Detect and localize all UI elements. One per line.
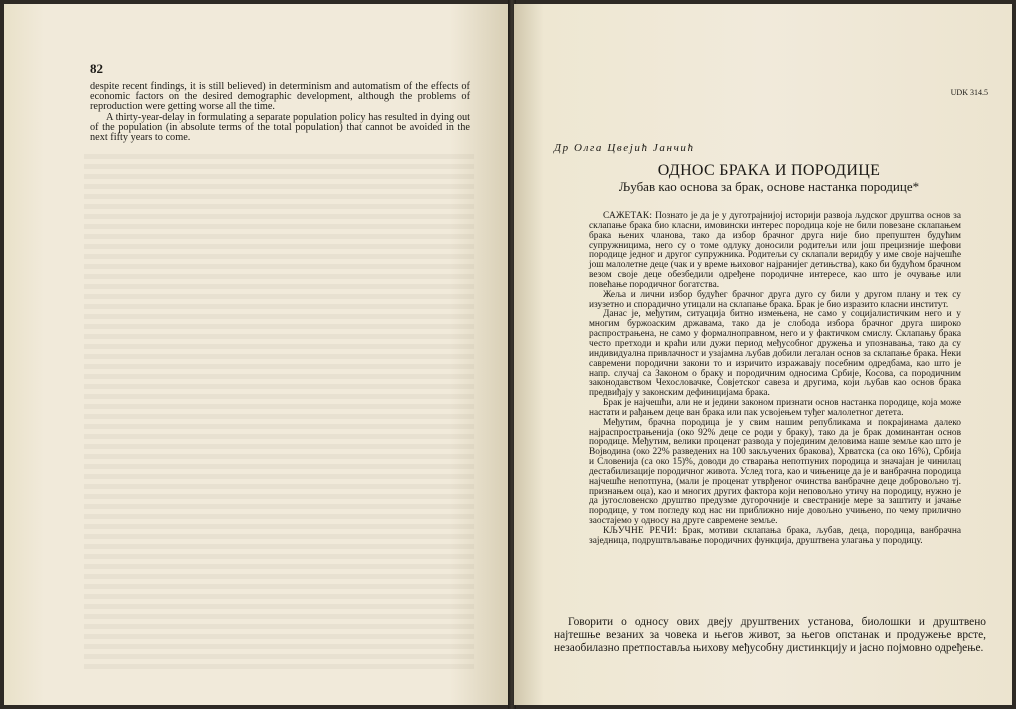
abstract-paragraph: Међутим, брачна породица је у свим нашим републикама и покрајинама далеко најраспрострањенија (око 92% деце се роди у браку), тако да је брак доминантан основ породице. Међутим, велики проценат развода у појединим деловима наше земље као што је Војводина (око 22% разведених на 100 закључених бракова), Хрватска (са око 16%), Србија и Словенија (са око 15)%, доводи до стварања непотпуних породица и значајан је чинилац дестабилизације породичног живота. Услед тога, као и чињенице да је и ванбрачна породица најчешће непотпуна, (мали је проценат утврђеног очинства ванбрачне деце добровољно тј. признањем оца), као и многих других фактора који неповољно утичу на породицу, нужно је да југословенско друштво предузме дугорочније и свестраније мере за заштиту и јачање породице, у том погледу код нас ни приближно није довољно учињено, по чему прилично заостајемо у односу на друге савремене земље. bbox=[589, 417, 961, 527]
keywords-text: Брак, мотиви склапања брака, љубав, деца, породица, ванбрачна заједница, подруштвљавање породичних функција, друштвена улагања у породицу. bbox=[589, 526, 962, 546]
abstract bbox=[589, 212, 961, 547]
abstract-paragraph: Данас је, међутим, ситуација битно измењена, не само у социјалистичким него и у многим буржоаским државама, тако да је слобода избора брачног друга широко распрострањена, не само у формалноправном, него и у фактичком смислу. Склапању брака често претходи и краћи или дужи период међусобног дружења и упознавања, тако да су индивидуална привлачност и узајамна љубав добили легалан основ за склапање брака. Неки савремени породични закони то и изричито изражавају посебним одредбама, као што је напр. случај са Законом о браку и породичним односима Србије, Косова, са породичним законодавством Чехословачке, Совјетског савеза и другима, који љубав као основ брака предвиђају у законским дефиницијама брака. bbox=[589, 309, 961, 399]
left-page-text bbox=[90, 82, 470, 143]
left-paragraph: despite recent findings, it is still believed) in determinism and automatism of the effects of economic factors on the desired demographic development, although the problems of reproduction were getting worse all the time. bbox=[90, 81, 470, 113]
left-paragraph: A thirty-year-delay in formulating a separate population policy has resulted in dying out of the population (in absolute terms of the total population) that cannot be avoided in the next fifty years to come. bbox=[90, 111, 470, 144]
author: Др Олга Цвејић Јанчић bbox=[554, 142, 695, 154]
left-page bbox=[4, 4, 510, 705]
body-text bbox=[554, 616, 986, 655]
article-subtitle: Љубав као основа за брак, основе настанка породице* bbox=[618, 179, 920, 194]
abstract-paragraph bbox=[589, 212, 961, 291]
article-title: ОДНОС БРАКА И ПОРОДИЦЕ bbox=[657, 162, 881, 179]
right-page bbox=[514, 4, 1012, 705]
keywords-label: КЉУЧНЕ РЕЧИ: bbox=[603, 526, 677, 536]
body-paragraph: Говорити о односу ових двеју друштвених установа, биолошки и друштвено најтешње везаних за човека и његов живот, за његов опстанак и продужење врсте, незаобилазно претпоставља њихову међусобну дистинкцију и јасно појмовно одређење. bbox=[554, 616, 986, 654]
abstract-label: САЖЕТАК: bbox=[603, 211, 653, 221]
abstract-paragraph: Брак је најчешћи, али не и једини законом признати основ настанка породице, која може настати и рађањем деце ван брака или пак усвојењем туђег малолетног детета. bbox=[589, 398, 961, 418]
page-number: 82 bbox=[90, 61, 103, 76]
abstract-paragraph: Жеља и лични избор будућег брачног друга дуго су били у другом плану и тек су изузетно и спорадично утицали на склапање брака. Брак је био изразито класни институт. bbox=[589, 289, 961, 310]
abstract-text: Познато је да је у дуготрајнијој историји развоја људског друштва основ за склапање брака био класни, имовински интерес породица које не били повезане склапањем брака њених чланова, тако да избор брачног друга није био препуштен будућим супружницима, него су о томе одлуку доносили родитељи или још прецизније шефови породице једног и другог супружника. Родитељи су склапали веридбу у име своје најчешће још малолетне деце (чак и у време њиховог најранијег детињства), како би будућом брачном везом своје деце обезбедили одређене породичне интересе, као што је очување или повећање породичног богатства. bbox=[589, 211, 961, 290]
show-through-text bbox=[84, 154, 474, 674]
keywords bbox=[589, 527, 961, 547]
udk-code: UDK 314.5 bbox=[950, 88, 988, 97]
